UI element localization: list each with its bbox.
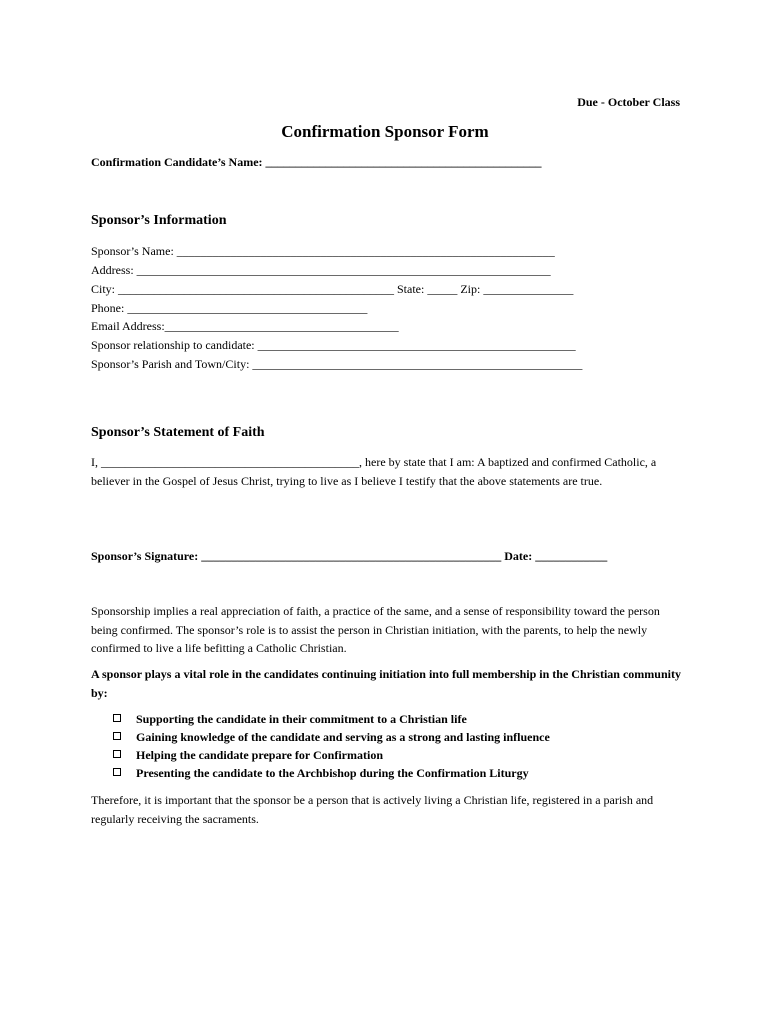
checkbox-bullet-icon — [113, 768, 121, 776]
checkbox-bullet-icon — [113, 714, 121, 722]
email-field[interactable]: Email Address:_______________________________________ — [91, 319, 399, 333]
phone-field[interactable]: Phone: ________________________________________ — [91, 301, 368, 315]
list-item: Helping the candidate prepare for Confirmation — [113, 746, 550, 764]
checkbox-bullet-icon — [113, 750, 121, 758]
list-item: Supporting the candidate in their commitment to a Christian life — [113, 710, 550, 728]
city-state-zip-field[interactable]: City: ______________________________________________ State: _____ Zip: _______________ — [91, 282, 574, 296]
page-title: Confirmation Sponsor Form — [281, 122, 489, 141]
due-note: Due - October Class — [577, 95, 680, 109]
relationship-field[interactable]: Sponsor relationship to candidate: _____________________________________________________ — [91, 338, 576, 352]
sponsorship-paragraph: Sponsorship implies a real appreciation of faith, a practice of the same, and a sense of responsibility toward the person being confirmed. The sponsor’s role is to assist the person in Christian initiation, with the parents, to help the newly confirmed to live a life befitting a Catholic Christian. — [91, 604, 660, 655]
sponsor-info-heading: Sponsor’s Information — [91, 213, 227, 228]
sponsor-role-paragraph: A sponsor plays a vital role in the candidates continuing initiation into full membership in the Christian community by: — [91, 667, 681, 700]
sponsor-duties-list — [113, 710, 550, 782]
list-item: Presenting the candidate to the Archbishop during the Confirmation Liturgy — [113, 764, 550, 782]
parish-field[interactable]: Sponsor’s Parish and Town/City: _______________________________________________________ — [91, 357, 583, 371]
sponsor-name-field[interactable]: Sponsor’s Name: _______________________________________________________________ — [91, 244, 555, 258]
closing-paragraph: Therefore, it is important that the sponsor be a person that is actively living a Christian life, registered in a parish and regularly receiving the sacraments. — [91, 793, 654, 826]
candidate-name-field[interactable]: Confirmation Candidate’s Name: ______________________________________________ — [91, 155, 542, 169]
address-field[interactable]: Address: _____________________________________________________________________ — [91, 263, 551, 277]
statement-text: I, ___________________________________________, here by state that I am: A baptized and confirmed Catholic, a believer in the Gospel of Jesus Christ, trying to live as I believe I testify that the above statements are true. — [91, 455, 657, 488]
checkbox-bullet-icon — [113, 732, 121, 740]
statement-heading: Sponsor’s Statement of Faith — [91, 425, 265, 440]
list-item: Gaining knowledge of the candidate and serving as a strong and lasting influence — [113, 728, 550, 746]
signature-date-field[interactable]: Sponsor’s Signature: __________________________________________________ Date: ____________ — [91, 549, 608, 563]
